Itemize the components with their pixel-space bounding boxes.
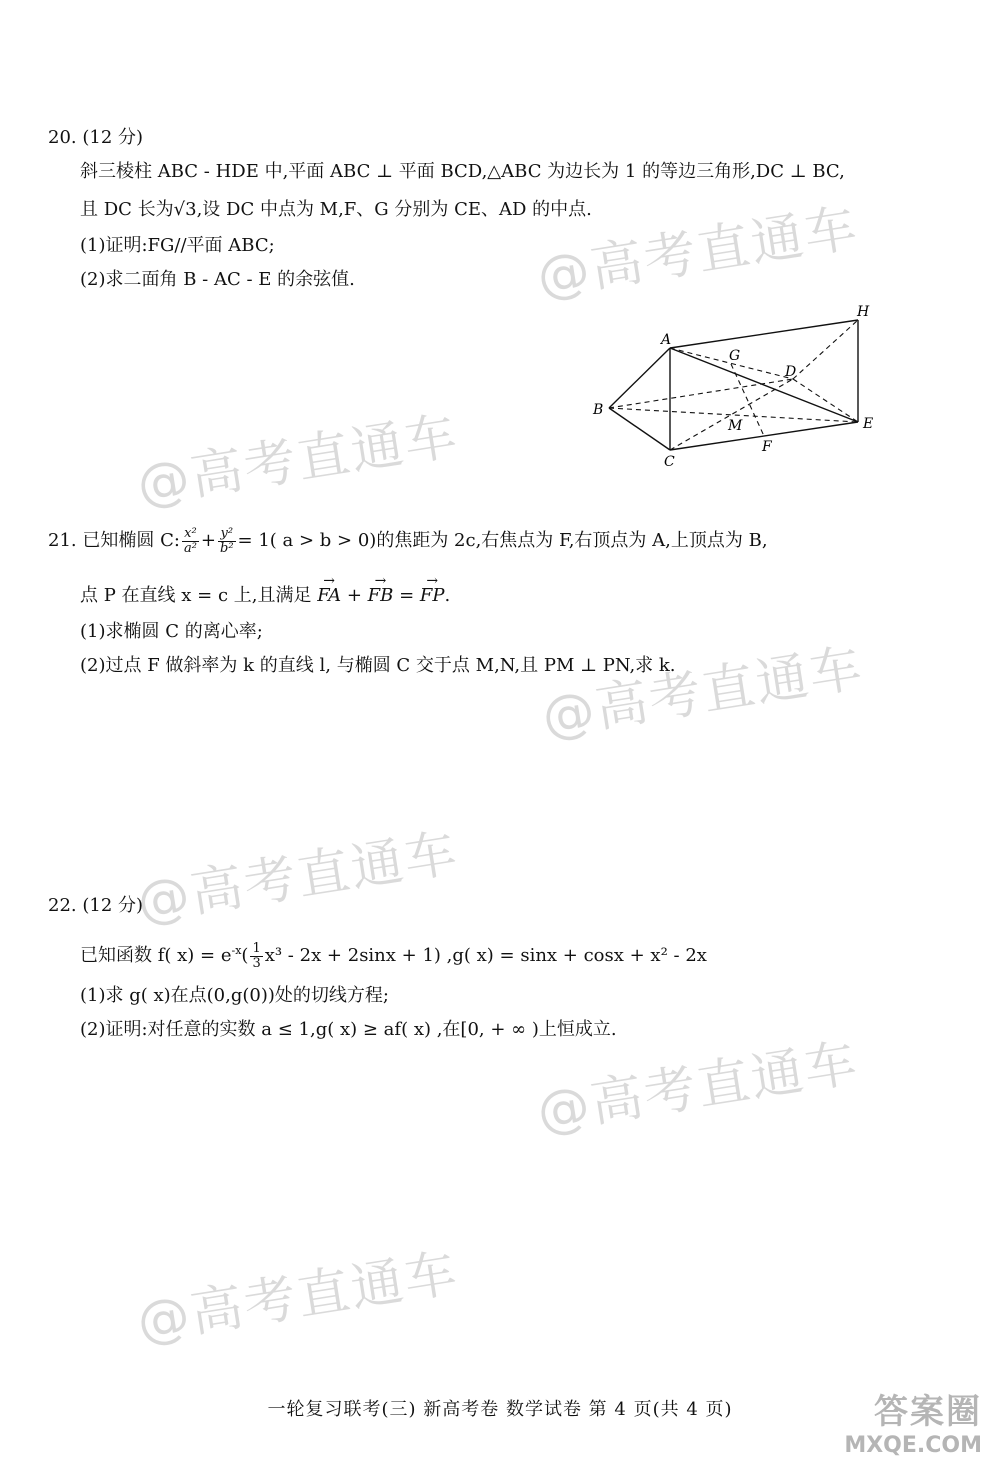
watermark: @高考直通车 [133, 822, 463, 933]
label-B: B [593, 402, 604, 418]
fraction-x2-a2: $\frac{\text{x²}}{\text{a²}}$ [183, 525, 197, 556]
site-logo: 答案圈 MXQE.COM [844, 1392, 982, 1458]
q20-part2: (2)求二面角 B - AC - E 的余弦值. [80, 269, 355, 290]
q22-part2: (2)证明:对任意的实数 a ≤ 1,g( x) ≥ af( x) ,在[0, + ∞ )上恒成立. [80, 1019, 617, 1040]
q21-part2: (2)过点 F 做斜率为 k 的直线 l, 与椭圆 C 交于点 M,N,且 PM ⊥ PN,求 k. [80, 655, 676, 676]
label-M: M [728, 418, 743, 434]
fraction-one-third: $\frac{1}{3}$ [252, 940, 261, 971]
q20-part1: (1)证明:FG//平面 ABC; [80, 235, 275, 256]
watermark: @高考直通车 [133, 1242, 463, 1353]
watermark: @高考直通车 [133, 405, 463, 516]
label-D: D [785, 364, 797, 380]
vector-FB: → FB [368, 584, 394, 608]
edge-AE [670, 348, 858, 422]
q22-header: 22. (12 分) [48, 895, 144, 916]
fraction-y2-b2: $\frac{\text{y²}}{\text{b²}}$ [220, 525, 234, 556]
label-A: A [661, 332, 672, 348]
edge-AB [609, 348, 670, 408]
q20-line1: 斜三棱柱 ABC - HDE 中,平面 ABC ⊥ 平面 BCD,△ABC 为边长为 1 的等边三角形,DC ⊥ BC, [80, 161, 845, 182]
q21-number: 21. [48, 530, 77, 551]
label-E: E [863, 416, 874, 432]
q20-line2: 且 DC 长为√3,设 DC 中点为 M,F、G 分别为 CE、AD 的中点. [80, 199, 592, 220]
edge-BC [609, 408, 670, 450]
watermark: @高考直通车 [533, 197, 863, 308]
q21-post: = 1( a > b > 0)的焦距为 2c,右焦点为 F,右顶点为 A,上顶点为 B, [237, 530, 768, 551]
label-G: G [729, 348, 741, 364]
q21-line2: 点 P 在直线 x = c 上,且满足 → FA + → FB = → FP. [80, 584, 450, 608]
edge-AH [670, 320, 858, 348]
q22-line1: 已知函数 f( $x) = e^{-x}$( $\frac{1}{3}$ x³ - 2x + 2sinx + 1) ,g( x) = sinx + cosx + x² - 2x [80, 940, 707, 971]
label-F: F [762, 439, 772, 455]
q21-part1: (1)求椭圆 C 的离心率; [80, 621, 263, 642]
edge-CD [670, 379, 793, 450]
label-H: H [857, 304, 870, 320]
q22-part1: (1)求 g( x)在点(0,g(0))处的切线方程; [80, 985, 389, 1006]
vector-FA: → FA [317, 584, 341, 608]
prism-figure [585, 302, 905, 477]
label-C: C [664, 454, 675, 470]
q21-pre: 已知椭圆 C: [82, 530, 180, 551]
edge-BD [609, 379, 793, 408]
page-footer: 一轮复习联考(三) 新高考卷 数学试卷 第 4 页(共 4 页) [267, 1399, 733, 1420]
q20-header: 20. (12 分) [48, 127, 144, 148]
vector-FP: → FP [420, 584, 445, 608]
watermark: @高考直通车 [538, 637, 868, 748]
q21-line1: 21. 已知椭圆 C: $\frac{\text{x²}}{\text{a²}}$ + $\frac{\text{y²}}{\text{b²}}$ = 1( a > b > 0)的焦距为 2c,右焦点为 F,右顶点为 A,上顶点为 B, [48, 525, 768, 556]
watermark: @高考直通车 [533, 1032, 863, 1143]
